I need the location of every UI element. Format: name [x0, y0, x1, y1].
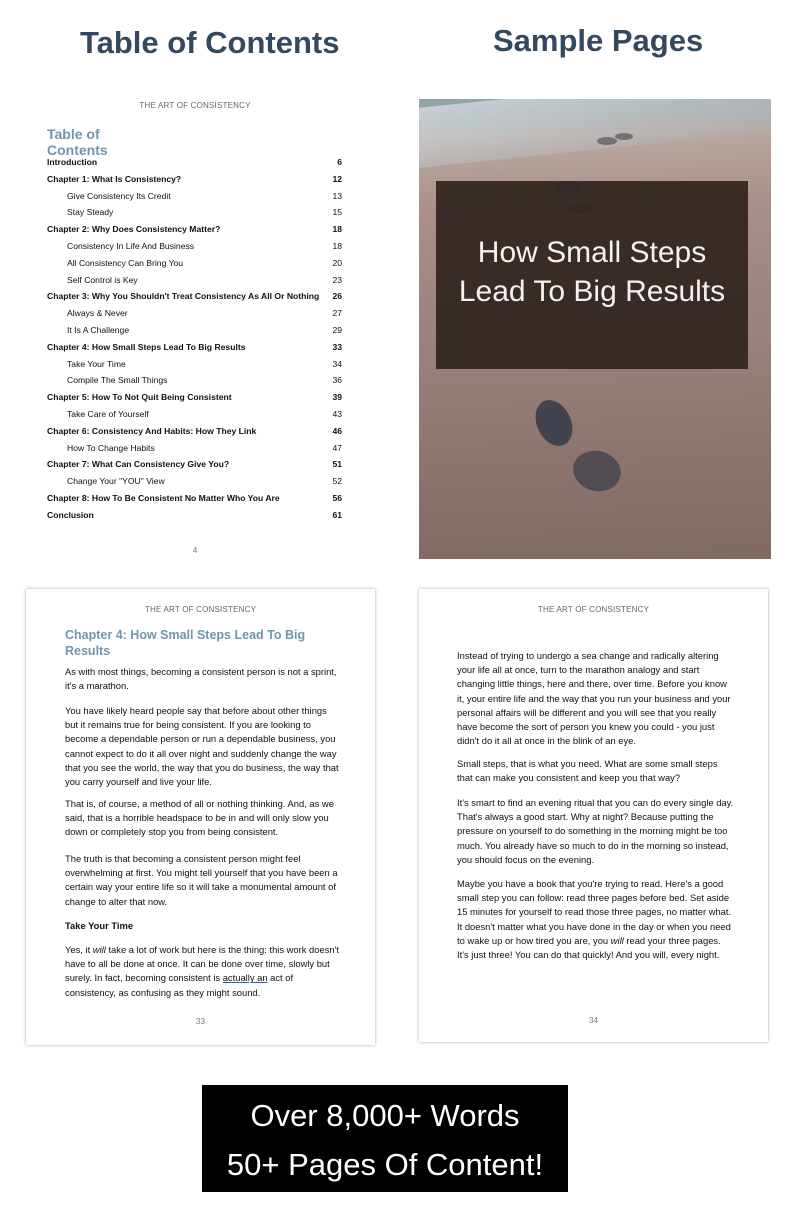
banner-line: 50+ Pages Of Content!	[226, 1147, 544, 1182]
toc-entry	[47, 339, 342, 355]
toc-entry	[47, 288, 342, 304]
toc-running-head: THE ART OF CONSISTENCY	[139, 101, 251, 110]
text: act of consistency, as confusing as they might sound.	[65, 972, 294, 998]
toc-entry-label: Take Care of Yourself	[67, 409, 149, 419]
toc-entry-label: Chapter 8: How To Be Consistent No Matter Who You Are	[47, 493, 280, 503]
toc-entry	[67, 255, 342, 271]
emphasis: will	[92, 944, 106, 955]
toc-entry-page: 20	[332, 257, 342, 268]
toc-entry-label: Self Control is Key	[67, 274, 138, 285]
footprint	[528, 394, 579, 452]
toc-entry	[47, 221, 342, 237]
toc-entry-label: Introduction	[47, 157, 98, 167]
toc-entry	[67, 356, 342, 372]
cover-title-line: How Small Steps	[477, 236, 707, 269]
toc-entry	[47, 490, 342, 506]
toc-entry-page: 13	[332, 190, 342, 201]
toc-entry-page: 23	[332, 274, 342, 285]
text: take a lot of work but here is the thing: this work doesn't have to all be done at once. It can be done over time, slowly but surely. In fact, becoming consistent is	[65, 944, 339, 984]
toc-entry-label: Stay Steady	[67, 207, 114, 218]
toc-entry-label: Chapter 4: How Small Steps Lead To Big Results	[47, 341, 246, 352]
page-number: 34	[589, 1016, 598, 1025]
toc-entry	[67, 204, 342, 220]
toc-entry	[67, 272, 342, 288]
toc-entry-page: 6	[337, 157, 342, 167]
text: read your three pages. It's just three! You can do that quickly! And you will, every night.	[457, 934, 721, 961]
cover-title-line: Lead To Big Results	[458, 275, 726, 308]
paragraph	[65, 943, 340, 1000]
toc-entry-label: Chapter 6: Consistency And Habits: How They Link	[47, 425, 257, 436]
toc-entry-page: 18	[332, 241, 342, 251]
footprint	[597, 137, 617, 145]
footprint	[615, 133, 633, 140]
page-number: 33	[196, 1017, 205, 1026]
toc-entry	[67, 473, 342, 489]
paragraph: That is, of course, a method of all or nothing thinking. And, as we said, that is a horrible headspace to be in and will only slow you down or completely stop you from being consistent.	[65, 798, 334, 838]
sample-page-34	[419, 589, 768, 1042]
toc-entry-label: Give Consistency Its Credit	[67, 190, 171, 201]
toc-entry-page: 18	[332, 224, 342, 235]
paragraph: Small steps, that is what you need. What are some small steps that can make you consistent and keep you that way?	[457, 758, 718, 784]
footprint	[569, 445, 626, 496]
cover-title-box	[436, 181, 748, 369]
toc-entry-page: 61	[332, 509, 342, 520]
toc-entry-label: Change Your "YOU" View	[67, 476, 165, 487]
chapter-title: Chapter 4: How Small Steps Lead To Big Results	[65, 628, 306, 658]
toc-entry	[47, 456, 342, 472]
toc-entry	[67, 188, 342, 204]
toc-entry-page: 47	[332, 442, 342, 453]
toc-entry-page: 56	[332, 493, 342, 503]
toc-entry-label: Chapter 2: Why Does Consistency Matter?	[47, 224, 221, 235]
toc-entry-label: All Consistency Can Bring You	[67, 257, 184, 268]
emphasis: will	[610, 934, 624, 946]
toc-entry-page: 43	[332, 409, 342, 419]
word-count-banner	[202, 1085, 568, 1192]
toc-entry	[47, 154, 342, 170]
toc-entry-label: How To Change Habits	[67, 442, 155, 453]
toc-entry	[47, 389, 342, 405]
toc-entry-page: 52	[332, 476, 342, 487]
paragraph: The truth is that becoming a consistent person might feel overwhelming at first. You might tell yourself that you have been a certain way your entire life so it will take a monumental amount of change to alter that now.	[65, 853, 338, 907]
toc-heading: Table of Contents	[80, 25, 340, 60]
toc-page-title: Table of Contents	[47, 126, 108, 158]
running-head: THE ART OF CONSISTENCY	[144, 605, 257, 614]
toc-entry-page: 15	[332, 207, 342, 218]
toc-entry-label: Always & Never	[67, 308, 128, 319]
toc-entry-page: 46	[332, 425, 342, 436]
toc-entry-page: 36	[332, 375, 342, 386]
toc-entry-page: 29	[332, 325, 342, 335]
banner-line: Over 8,000+ Words	[250, 1098, 520, 1133]
text: Yes, it	[65, 944, 93, 955]
cover-title	[436, 233, 748, 311]
toc-entry-label: Chapter 1: What Is Consistency?	[47, 173, 182, 184]
text: Maybe you have a book that you're trying to read. Here's a good small step you can follow: read three pages before bed. Set aside 15 minutes for yourself to read those three pages, no matter what. It doesn't matter what you have done in the day or when you need to wake up or how tired you are, you	[457, 878, 732, 946]
toc-entry-label: Chapter 3: Why You Shouldn't Treat Consistency As All Or Nothing	[47, 291, 320, 302]
toc-entry	[67, 372, 342, 388]
toc-entry	[67, 440, 342, 456]
toc-entry-label: Compile The Small Things	[67, 375, 168, 386]
toc-entry	[47, 507, 342, 523]
paragraph: You have likely heard people say that before about other things but it remains true for being consistent. If you are looking to become a dependable person or run a dependable business, you cannot expect to do it all over night and suddenly change the way that you see the world, the way that you do business, the way that you carry yourself and live your life.	[65, 705, 339, 788]
paragraph: As with most things, becoming a consistent person is not a sprint, it's a marathon.	[65, 666, 337, 692]
toc-entry-page: 26	[332, 291, 342, 302]
toc-entry-page: 51	[332, 459, 342, 470]
toc-entry-label: Conclusion	[47, 509, 94, 520]
toc-entry-label: It Is A Challenge	[67, 325, 130, 335]
toc-entry-label: Consistency In Life And Business	[67, 241, 195, 251]
book-cover	[419, 99, 771, 559]
toc-entry	[67, 322, 342, 338]
toc-entry	[67, 305, 342, 321]
underlined-text: actually an	[222, 972, 268, 984]
surf-foam	[419, 99, 771, 169]
paragraph: It's smart to find an evening ritual that you can do every single day. That's always a good start. Why at night? Because putting the pressure on yourself to do something in the morning might be too much. You already have so much to do in the morning so instead, you should focus on the evening.	[457, 797, 734, 865]
toc-entry	[67, 238, 342, 254]
toc-entry-label: Take Your Time	[67, 358, 126, 369]
toc-entry-page: 33	[332, 341, 342, 352]
toc-entry-label: Chapter 5: How To Not Quit Being Consistent	[47, 392, 232, 403]
toc-entry	[67, 406, 342, 422]
toc-page-number: 4	[192, 546, 198, 555]
paragraph: Instead of trying to undergo a sea change and radically altering your life all at once, turn to the marathon analogy and start changing little things, here and there, over time. Before you know it, your entire life and the way that you run your business and your personal affairs will be different and you will see that you really have become the sort of person you knew you could - you just didn't do it all at once in the blink of an eye.	[457, 650, 731, 747]
toc-entry-page: 34	[332, 358, 342, 369]
samples-heading: Sample Pages	[493, 23, 704, 58]
toc-entry	[47, 423, 342, 439]
subheading: Take Your Time	[65, 920, 134, 931]
sample-page-33	[26, 589, 375, 1045]
toc-entry-page: 27	[332, 308, 342, 319]
toc-entry-page: 12	[332, 173, 342, 184]
toc-entry-page: 39	[332, 392, 342, 403]
running-head: THE ART OF CONSISTENCY	[537, 605, 650, 614]
toc-entry	[47, 171, 342, 187]
paragraph	[457, 877, 734, 962]
toc-entry-label: Chapter 7: What Can Consistency Give You?	[47, 459, 230, 470]
